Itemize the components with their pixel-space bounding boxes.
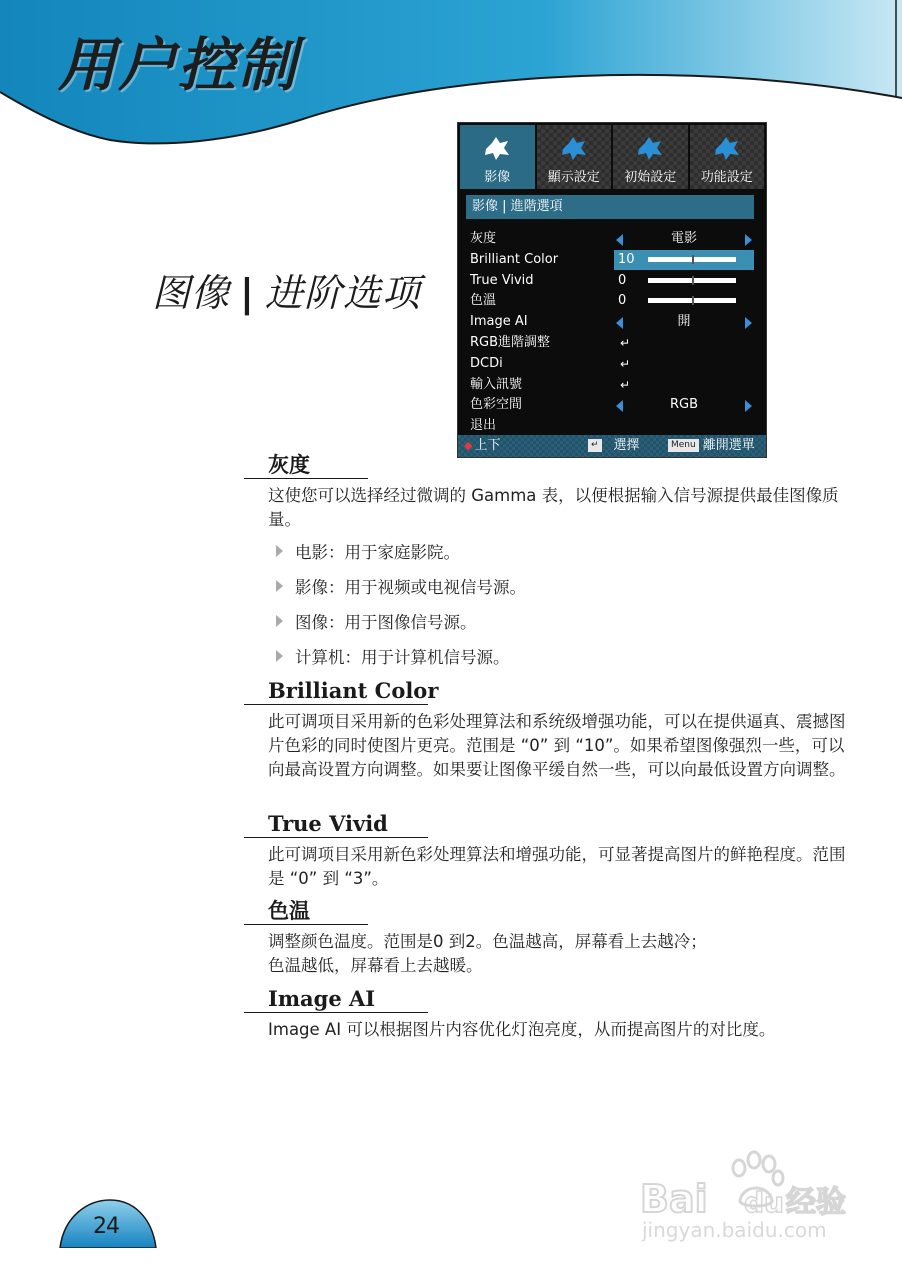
osd-tab-bar <box>460 125 764 189</box>
bullet-triangle-icon <box>276 650 283 662</box>
enter-icon[interactable]: ↵ <box>620 335 631 350</box>
list-item <box>276 541 460 565</box>
osd-row-label: RGB進階調整 <box>470 334 551 350</box>
chapter-title: 用户控制 <box>58 31 299 99</box>
osd-row-label: 灰度 <box>470 231 497 246</box>
topic-text-brilliant-color: 此可调项目采用新的色彩处理算法和系统级增强功能，可以在提供逼真、震撼图片色彩的同时使图片更亮。范围是 “0” 到 “10”。如果希望图像强烈一些，可以向最高设置方向调整。如果要让图像平缓自然一些，可以向最低设置方向调整。 <box>268 712 846 779</box>
menu-key-icon: Menu <box>668 439 699 452</box>
puzzle-icon <box>559 135 589 161</box>
slider-knob[interactable] <box>692 296 694 305</box>
bullet-triangle-icon <box>276 580 283 592</box>
topic-title-color-temp: 色温 <box>244 898 368 925</box>
svg-text:Bai: Bai <box>640 1177 708 1221</box>
osd-row-gamma[interactable] <box>468 229 758 250</box>
section-title-b: 进阶选项 <box>264 271 421 315</box>
osd-row-color-temp[interactable] <box>468 291 758 312</box>
osd-row-image-ai[interactable] <box>468 312 758 333</box>
osd-row-value <box>614 291 754 311</box>
osd-tab-options[interactable] <box>690 125 765 189</box>
osd-row-value <box>614 395 754 415</box>
list-item-text: 影像：用于视频或电视信号源。 <box>295 578 526 597</box>
osd-tab-label: 功能設定 <box>700 170 753 185</box>
osd-enum-value: RGB <box>669 397 699 413</box>
arrow-right-icon[interactable] <box>745 400 752 412</box>
osd-tab-label: 初始設定 <box>624 170 677 185</box>
osd-row-value <box>614 354 754 374</box>
list-item <box>276 576 526 600</box>
osd-tab-label: 顯示設定 <box>547 170 600 185</box>
osd-slider-number: 0 <box>618 293 627 309</box>
svg-text:du: du <box>744 1186 784 1219</box>
osd-slider-number: 0 <box>618 272 627 288</box>
bullet-triangle-icon <box>276 545 283 557</box>
osd-footer <box>458 435 766 457</box>
slider-knob[interactable] <box>692 276 694 285</box>
list-item <box>276 611 477 635</box>
osd-row-value <box>614 375 754 395</box>
arrow-right-icon[interactable] <box>745 234 752 246</box>
osd-row-label: True Vivid <box>470 272 534 288</box>
osd-menu <box>457 122 767 458</box>
osd-row-label: 輸入訊號 <box>470 376 523 392</box>
puzzle-icon <box>712 135 742 161</box>
osd-footer-select <box>588 435 640 457</box>
topic-title-brilliant-color: Brilliant Color <box>244 678 428 705</box>
topic-text-true-vivid: 此可调项目采用新色彩处理算法和增强功能，可显著提高图片的鲜艳程度。范围是 “0” 到 “3”。 <box>268 845 846 888</box>
osd-row-label: 色溫 <box>470 293 497 309</box>
topic-text-gamma: 这使您可以选择经过微调的 Gamma 表，以便根据输入信号源提供最佳图像质量。 <box>268 486 839 529</box>
svg-text:经验: 经验 <box>786 1185 846 1220</box>
osd-footer-move <box>464 435 500 457</box>
osd-enum-value: 開 <box>677 314 691 330</box>
topic-title-gamma: 灰度 <box>244 452 368 479</box>
osd-row-color-space[interactable] <box>468 395 758 416</box>
page-number: 24 <box>93 1214 119 1239</box>
watermark-url: jingyan.baidu.com <box>642 1218 827 1242</box>
osd-row-label: Brilliant Color <box>470 251 559 267</box>
osd-row-brilliant-color[interactable] <box>468 250 758 271</box>
osd-footer-exit <box>668 435 755 457</box>
osd-row-value <box>614 333 754 353</box>
enter-icon[interactable]: ↵ <box>620 377 631 392</box>
osd-row-true-vivid[interactable] <box>468 271 758 292</box>
list-item-text: 电影：用于家庭影院。 <box>295 543 460 562</box>
osd-tab-display[interactable] <box>537 125 612 189</box>
puzzle-icon <box>482 135 512 161</box>
osd-row-rgb-advanced[interactable] <box>468 333 758 354</box>
osd-row-value <box>614 250 754 270</box>
osd-row-label: 退出 <box>470 418 497 434</box>
osd-rows <box>468 229 758 437</box>
osd-footer-exit-label: 離開選單 <box>702 438 755 453</box>
enter-key-icon: ↵ <box>588 439 602 452</box>
topic-text-color-temp-1: 调整颜色温度。范围是0 到2。色温越高，屏幕看上去越冷； <box>268 932 707 951</box>
osd-slider-number: 10 <box>618 251 635 267</box>
osd-row-exit[interactable] <box>468 416 758 437</box>
slider-knob[interactable] <box>692 255 694 264</box>
osd-row-label: Image AI <box>470 314 528 330</box>
osd-subtitle: 影像 | 進階選項 <box>466 195 754 219</box>
topic-title-image-ai: Image AI <box>244 986 428 1013</box>
arrow-right-icon[interactable] <box>745 317 752 329</box>
section-heading <box>152 262 421 317</box>
section-title-a: 图像 <box>152 271 231 315</box>
up-down-icon: ◆ <box>464 439 473 452</box>
osd-tab-label: 影像 <box>484 170 511 185</box>
osd-enum-value: 電影 <box>670 231 697 246</box>
osd-tab-image[interactable] <box>460 125 535 189</box>
section-separator: | <box>240 271 255 315</box>
list-item-text: 计算机：用于计算机信号源。 <box>295 648 510 667</box>
topic-title-true-vivid: True Vivid <box>244 811 428 838</box>
osd-footer-select-label: 選擇 <box>613 438 640 453</box>
osd-tab-setup[interactable] <box>613 125 688 189</box>
osd-slider[interactable] <box>648 278 736 283</box>
osd-row-label: DCDi <box>470 355 503 371</box>
list-item-text: 图像：用于图像信号源。 <box>295 613 477 632</box>
enter-icon[interactable]: ↵ <box>620 356 631 371</box>
puzzle-icon <box>635 135 665 161</box>
osd-row-value <box>614 312 754 332</box>
list-item <box>276 646 510 670</box>
osd-row-input-source[interactable] <box>468 375 758 396</box>
topic-text-color-temp-2: 色温越低，屏幕看上去越暖。 <box>268 956 483 975</box>
osd-row-label: 色彩空間 <box>470 397 523 413</box>
osd-footer-move-label: 上下 <box>474 438 501 453</box>
osd-slider[interactable] <box>648 257 736 262</box>
osd-row-value <box>614 229 754 249</box>
osd-row-dcdi[interactable] <box>468 354 758 375</box>
osd-slider[interactable] <box>648 298 736 303</box>
topic-text-image-ai: Image AI 可以根据图片内容优化灯泡亮度，从而提高图片的对比度。 <box>268 1020 776 1039</box>
bullet-triangle-icon <box>276 615 283 627</box>
osd-row-value <box>614 271 754 291</box>
